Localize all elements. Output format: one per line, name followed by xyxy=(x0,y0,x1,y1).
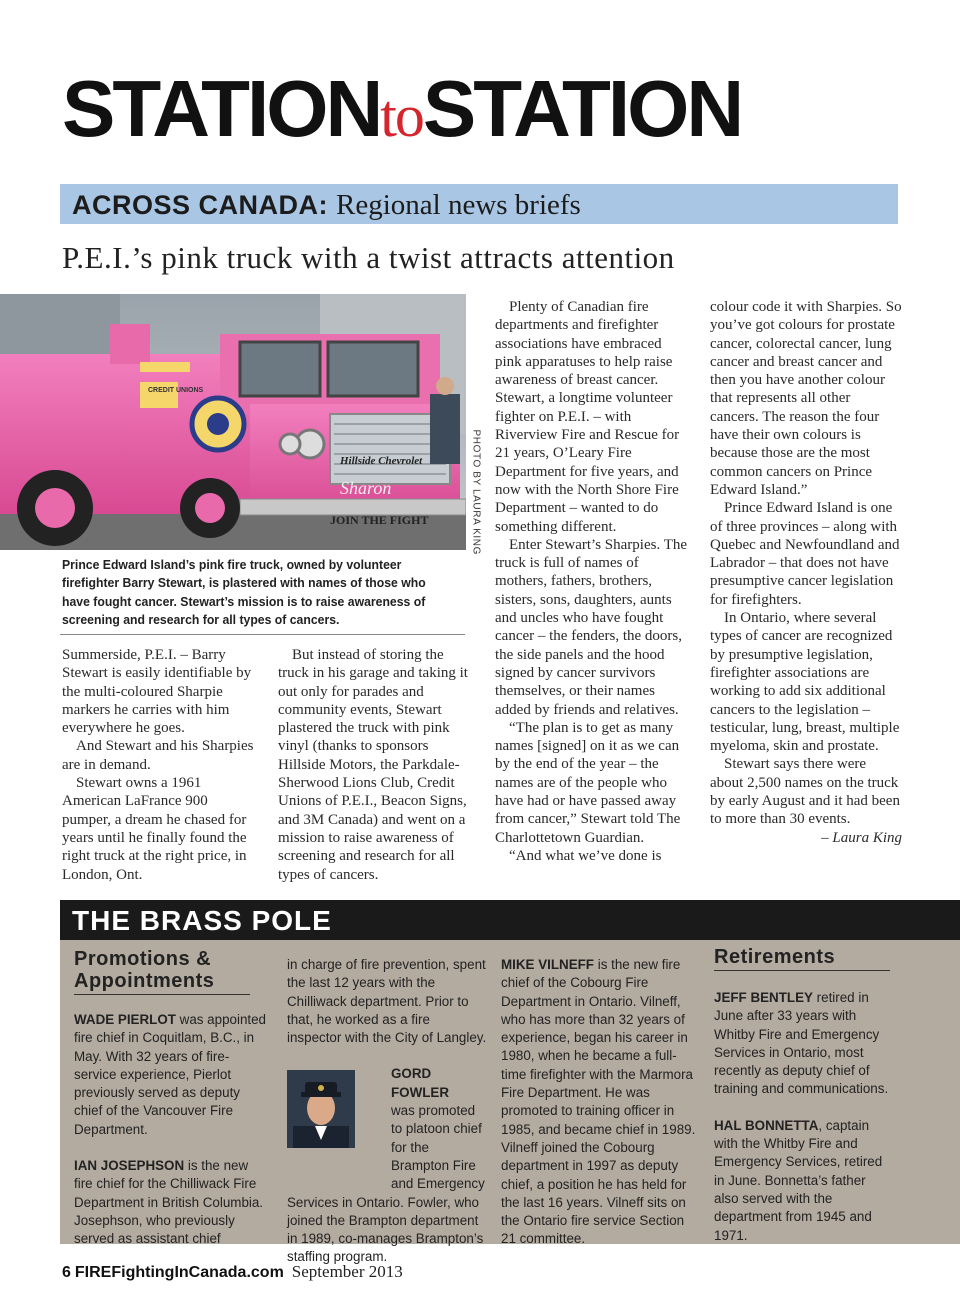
masthead-station-1: STATION xyxy=(62,64,381,153)
bentley-entry xyxy=(714,989,892,1099)
truck-sharon-text: Sharon xyxy=(340,478,392,498)
bonnetta-name: HAL BONNETTA xyxy=(714,1117,819,1133)
fire-truck-illustration xyxy=(0,294,466,550)
photo-credit-text: PHOTO BY LAURA KING xyxy=(470,429,482,556)
bentley-name: JEFF BENTLEY xyxy=(714,990,813,1005)
footer-date: September 2013 xyxy=(291,1262,403,1281)
article-column-1 xyxy=(62,646,258,884)
brass-column-3 xyxy=(501,956,697,1249)
article-paragraph: colour code it with Sharpies. So you’ve got colours for prostate cancer, colorectal cancer, lung cancer and breast cancer and then you have another colour that represents all other cancers. The reason the four have their own colours is because those are the most common cancers on Prince Edward Island.” xyxy=(710,299,902,498)
article-paragraph: “And what we’ve done is xyxy=(509,847,662,864)
fowler-text-b: Services in Ontario. Fowler, who joined the Brampton department in 1989, co-manages Brampton’s staffing program. xyxy=(287,1194,484,1265)
fowler-text-a: was promoted to platoon chief for the Brampton Fire and Emergency xyxy=(391,1103,485,1192)
retirements-heading: Retirements xyxy=(714,946,890,971)
fowler-photo xyxy=(287,1070,355,1148)
josephson-entry xyxy=(74,1157,270,1248)
page-number: 6 xyxy=(62,1264,71,1281)
page-footer xyxy=(62,1262,403,1282)
article-paragraph: Stewart says there were about 2,500 names on the truck by early August and it had been to more than 30 events. xyxy=(710,756,900,828)
article-paragraph: But instead of storing the truck in his garage and taking it out only for parades and community events, Stewart plastered the truck with pink vinyl (thanks to sponsors Hillside Motors, the Parkdale-Sherwood Lions Club, Credit Unions of P.E.I., Beacon Signs, and 3M Canada) and went on a mission to raise awareness of screening and research for all types of cancers. xyxy=(278,647,468,883)
brass-pole-header xyxy=(60,900,960,940)
pierlot-entry xyxy=(74,1011,270,1139)
josephson-continued: in charge of fire prevention, spent the last 12 years with the Chilliwack department. Prior to that, he worked as a fire inspector with the City of Langley. xyxy=(287,957,487,1046)
article-headline: P.E.I.’s pink truck with a twist attracts attention xyxy=(62,240,675,275)
article-column-3 xyxy=(495,298,687,865)
photo-credit xyxy=(470,429,482,556)
vilneff-text: is the new fire chief of the Cobourg Fire Department in Ontario. Vilneff, who has more than 32 years of experience, began his career in 1980, when he became a full-time firefighter with the Marmora Fire Department. He was promoted to training officer in 1985, and became chief in 1989. Vilneff joined the Cobourg department in 1997 as deputy chief, a position he has held for the last 16 years. Vilneff sits on the Ontario fire service Section 21 committee. xyxy=(501,957,696,1247)
promotions-heading: Promotions & Appointments xyxy=(74,948,250,995)
brass-column-4 xyxy=(714,946,892,1245)
truck-hillside-text: Hillside Chevrolet xyxy=(340,455,423,467)
article-paragraph: Summerside, P.E.I. – Barry Stewart is easily identifiable by the multi-coloured Sharpie markers he carries with him everywhere he goes. xyxy=(62,647,252,737)
section-band xyxy=(60,184,898,224)
brass-column-1 xyxy=(74,948,270,1249)
truck-join-text: JOIN THE FIGHT xyxy=(330,513,429,527)
bentley-text: retired in June after 33 years with Whitby Fire and Emergency Services in Ontario, most recently as deputy chief of training and communications. xyxy=(714,990,889,1097)
section-band-subtitle: Regional news briefs xyxy=(336,189,581,221)
article-column-2 xyxy=(278,646,470,884)
article-paragraph: Prince Edward Island is one of three provinces – along with Quebec and Newfoundland and Labrador – that does not have presumptive cancer legislation for firefighters. xyxy=(710,500,900,608)
photo-caption: Prince Edward Island’s pink fire truck, owned by volunteer firefighter Barry Stewart, is plastered with names of those who have fought cancer. Stewart’s mission is to raise awareness of screening and research for all types of cancers. xyxy=(62,557,426,628)
josephson-text: is the new fire chief for the Chilliwack Fire Department in British Columbia. Josephson, who previously served as assistant chief xyxy=(74,1158,264,1247)
article-paragraph: “The plan is to get as many names [signed] on it as we can by the end of the year – the names are of the people who have had or have passed away from cancer,” Stewart told The Charlottetown Guardian. xyxy=(495,719,681,846)
bonnetta-entry xyxy=(714,1117,892,1245)
bonnetta-text: , captain with the Whitby Fire and Emergency Services, retired in June. Bonnetta’s father also served with the department from 1945 and 1971. xyxy=(714,1117,883,1243)
article-column-4 xyxy=(710,298,902,847)
vilneff-entry xyxy=(501,956,697,1249)
masthead-station-2: STATION xyxy=(422,64,742,153)
truck-credit-unions-text: CREDIT UNIONS xyxy=(148,387,204,394)
pink-fire-truck-photo xyxy=(0,294,466,550)
footer-site-link[interactable]: FIREFightingInCanada.com xyxy=(74,1264,284,1281)
article-paragraph: And Stewart and his Sharpies are in demand. xyxy=(62,738,254,773)
pierlot-name: WADE PIERLOT xyxy=(74,1012,176,1027)
article-paragraph: Enter Stewart’s Sharpies. The truck is full of names of mothers, fathers, brothers, sisters, sons, daughters, aunts and uncles who have fought cancer – the fenders, the doors, the side panels and the hood signed by cancer survivors themselves, or their names added by friends and relatives. xyxy=(495,536,688,718)
article-byline: – Laura King xyxy=(821,829,902,846)
pierlot-text: was appointed fire chief in Coquitlam, B.C., in May. With 32 years of fire-service experience, Pierlot previously served as deputy chief of the Vancouver Fire Department. xyxy=(74,1012,267,1137)
article-paragraph: Stewart owns a 1961 American LaFrance 900 pumper, a dream he chased for years until he finally found the right truck at the right price, in London, Ont. xyxy=(62,775,247,883)
masthead-to: to xyxy=(380,83,423,149)
article-paragraph: Plenty of Canadian fire departments and firefighter associations have embraced pink apparatuses to help raise awareness of breast cancer. Stewart, a longtime volunteer fighter on P.E.I. – with Riverview Fire and Rescue for 21 years, O’Leary Fire Department for five years, and now with the North Shore Fire Department – wanted to do something different. xyxy=(495,299,680,535)
article-paragraph: In Ontario, where several types of cancer are recognized by presumptive legislation, firefighter associations are working to add six additional cancers to the legislation – testicular, lung, breast, multiple myeloma, skin and prostate. xyxy=(710,610,900,755)
fowler-name: GORD FOWLER xyxy=(391,1066,450,1100)
brass-pole-title: THE BRASS POLE xyxy=(72,905,332,936)
masthead xyxy=(62,64,741,154)
caption-divider xyxy=(60,634,465,635)
section-band-label: ACROSS CANADA: xyxy=(72,190,328,220)
josephson-name: IAN JOSEPHSON xyxy=(74,1158,185,1174)
fowler-portrait xyxy=(287,1070,355,1148)
vilneff-name: MIKE VILNEFF xyxy=(501,957,594,972)
